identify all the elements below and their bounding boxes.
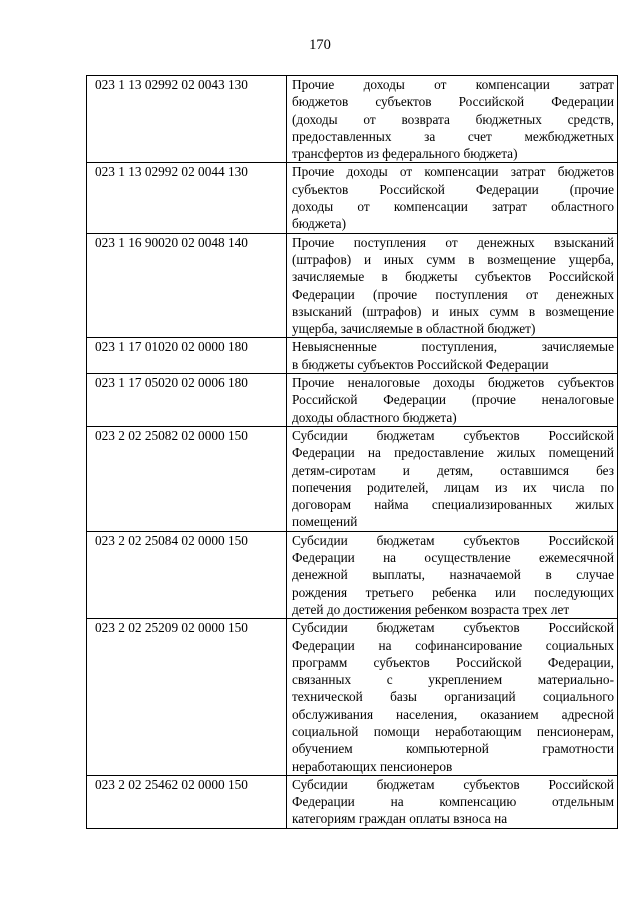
description-line: Федерации на софинансирование социальных — [292, 637, 614, 653]
description-line: Федерации на предоставление жилых помещений — [292, 445, 614, 461]
table-row — [87, 374, 618, 427]
description-line: социальной помощи неработающим пенсионерам, — [292, 723, 614, 739]
description-line: Прочие поступления от денежных взысканий — [292, 234, 614, 250]
description-line: Федерации на осуществление ежемесячной — [292, 550, 614, 566]
page-number: 170 — [309, 37, 331, 53]
description-line: детей до достижения ребенком возраста трех лет — [292, 601, 570, 617]
description-line: Субсидии бюджетам субъектов Российской — [292, 532, 614, 548]
description-line: категориям граждан оплаты взноса на — [292, 811, 508, 827]
table-row — [87, 426, 618, 531]
description-line: (штрафов) и иных сумм в возмещение ущерба, — [292, 251, 614, 267]
description-cell — [287, 775, 618, 828]
description-line: детям-сиротам и детям, оставшимся без — [292, 462, 614, 478]
table-row — [87, 775, 618, 828]
budget-code-cell: 023 1 17 01020 02 0000 180 — [87, 338, 287, 374]
budget-code-cell: 023 1 13 02992 02 0044 130 — [87, 163, 287, 233]
description-line: зачисляемые в бюджеты субъектов Российской — [292, 269, 614, 285]
table-row — [87, 76, 618, 163]
description-cell — [287, 426, 618, 531]
description-cell — [287, 531, 618, 618]
description-cell — [287, 233, 618, 338]
table-row — [87, 338, 618, 374]
description-line: ущерба, зачисляемые в областной бюджет) — [292, 321, 536, 337]
description-line: рождения третьего ребенка или последующих — [292, 584, 614, 600]
description-line: помещений — [292, 514, 358, 530]
description-line: доходы от компенсации затрат областного — [292, 199, 614, 215]
budget-code-cell: 023 2 02 25209 02 0000 150 — [87, 619, 287, 776]
description-line: предоставленных за счет межбюджетных — [292, 128, 614, 144]
table-row — [87, 619, 618, 776]
description-line: в бюджеты субъектов Российской Федерации — [292, 356, 549, 372]
description-line: Российской Федерации (прочие неналоговые — [292, 392, 614, 408]
table-row — [87, 233, 618, 338]
description-line: обслуживания населения, оказанием адресной — [292, 706, 614, 722]
description-line: Невыясненные поступления, зачисляемые — [292, 339, 614, 355]
budget-code-cell: 023 2 02 25462 02 0000 150 — [87, 775, 287, 828]
description-line: Субсидии бюджетам субъектов Российской — [292, 620, 614, 636]
description-line: Прочие доходы от компенсации затрат — [292, 77, 614, 92]
budget-code-cell: 023 2 02 25082 02 0000 150 — [87, 426, 287, 531]
budget-codes-table — [86, 75, 618, 829]
description-line: Федерации (прочие поступления от денежных — [292, 286, 614, 302]
description-cell — [287, 338, 618, 374]
table-row — [87, 163, 618, 233]
table-body — [87, 76, 618, 829]
description-line: (доходы от возврата бюджетных средств, — [292, 111, 614, 127]
budget-code-cell: 023 2 02 25084 02 0000 150 — [87, 531, 287, 618]
description-line: Субсидии бюджетам субъектов Российской — [292, 776, 614, 792]
description-line: обучением компьютерной грамотности — [292, 741, 614, 757]
budget-code-cell: 023 1 17 05020 02 0006 180 — [87, 374, 287, 427]
description-line: доходы областного бюджета) — [292, 409, 457, 425]
description-cell — [287, 374, 618, 427]
description-line: неработающих пенсионеров — [292, 758, 453, 774]
description-line: попечения родителей, лицам из их числа по — [292, 479, 614, 495]
budget-code-cell: 023 1 16 90020 02 0048 140 — [87, 233, 287, 338]
budget-code-cell: 023 1 13 02992 02 0043 130 — [87, 76, 287, 163]
description-line: Федерации на компенсацию отдельным — [292, 794, 614, 810]
description-line: бюджетов субъектов Российской Федерации — [292, 94, 614, 110]
table-row — [87, 531, 618, 618]
description-line: Прочие доходы от компенсации затрат бюджетов — [292, 164, 614, 180]
description-cell — [287, 619, 618, 776]
description-line: связанных с укреплением материально- — [292, 672, 614, 688]
description-line: технической базы организаций социального — [292, 689, 614, 705]
description-line: субъектов Российской Федерации (прочие — [292, 181, 614, 197]
description-cell — [287, 76, 618, 163]
description-line: трансфертов из федерального бюджета) — [292, 146, 518, 162]
description-line: денежной выплаты, назначаемой в случае — [292, 567, 614, 583]
description-cell — [287, 163, 618, 233]
description-line: Субсидии бюджетам субъектов Российской — [292, 427, 614, 443]
description-line: договорам найма специализированных жилых — [292, 497, 614, 513]
description-line: взысканий (штрафов) и иных сумм в возмещение — [292, 303, 614, 319]
description-line: программ субъектов Российской Федерации, — [292, 654, 614, 670]
description-line: Прочие неналоговые доходы бюджетов субъектов — [292, 375, 614, 391]
description-line: бюджета) — [292, 216, 347, 232]
